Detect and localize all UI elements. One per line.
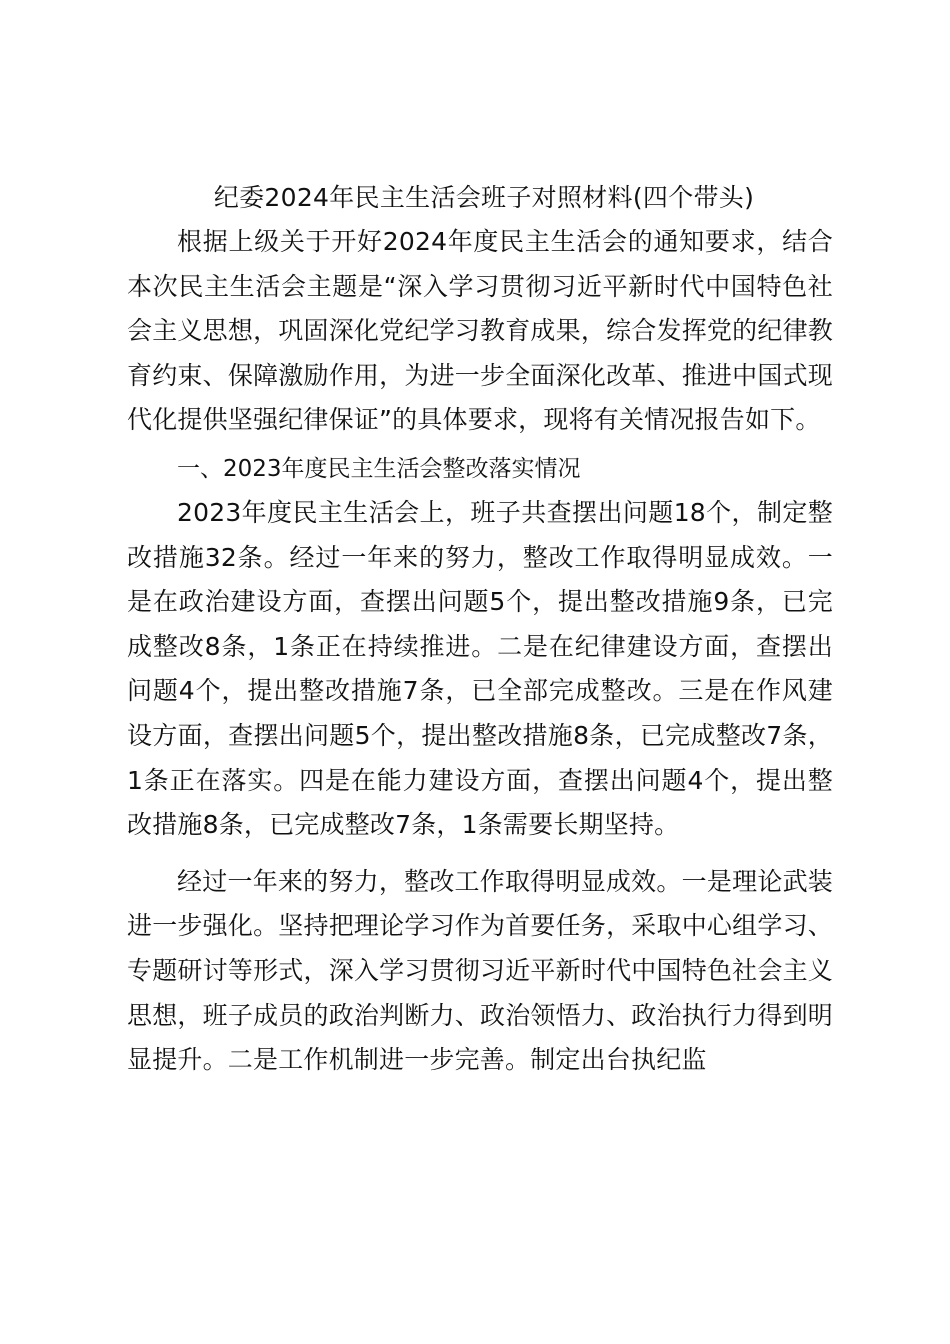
document-title: 纪委2024年民主生活会班子对照材料(四个带头)	[213, 183, 755, 212]
results-paragraph: 经过一年来的努力，整改工作取得明显成效。一是理论武装进一步强化。坚持把理论学习作为首要任务，采取中心组学习、专题研讨等形式，深入学习贯彻习近平新时代中国特色社会主义思想，班子成员的政治判断力、政治领悟力、政治执行力得到明显提升。二是工作机制进一步完善。制定出台执纪监	[127, 866, 833, 1075]
intro-paragraph: 根据上级关于开好2024年度民主生活会的通知要求，结合本次民主生活会主题是“深入学习贯彻习近平新时代中国特色社会主义思想，巩固深化党纪学习教育成果，综合发挥党的纪律教育约束、保障激励作用，为进一步全面深化改革、推进中国式现代化提供坚强纪律保证”的具体要求，现将有关情况报告如下。	[127, 227, 833, 435]
rectification-paragraph: 2023年度民主生活会上，班子共查摆出问题18个，制定整改措施32条。经过一年来的努力，整改工作取得明显成效。一是在政治建设方面，查摆出问题5个，提出整改措施9条，已完成整改8条，1条正在持续推进。二是在纪律建设方面，查摆出问题4个，提出整改措施7条，已全部完成整改。三是在作风建设方面，查摆出问题5个，提出整改措施8条，已完成整改7条，1条正在落实。四是在能力建设方面，查摆出问题4个，提出整改措施8条，已完成整改7条，1条需要长期坚持。	[127, 497, 833, 840]
paragraph-gap	[127, 848, 833, 860]
document-body	[127, 176, 833, 1083]
section-heading: 一、2023年度民主生活会整改落实情况	[177, 455, 581, 482]
